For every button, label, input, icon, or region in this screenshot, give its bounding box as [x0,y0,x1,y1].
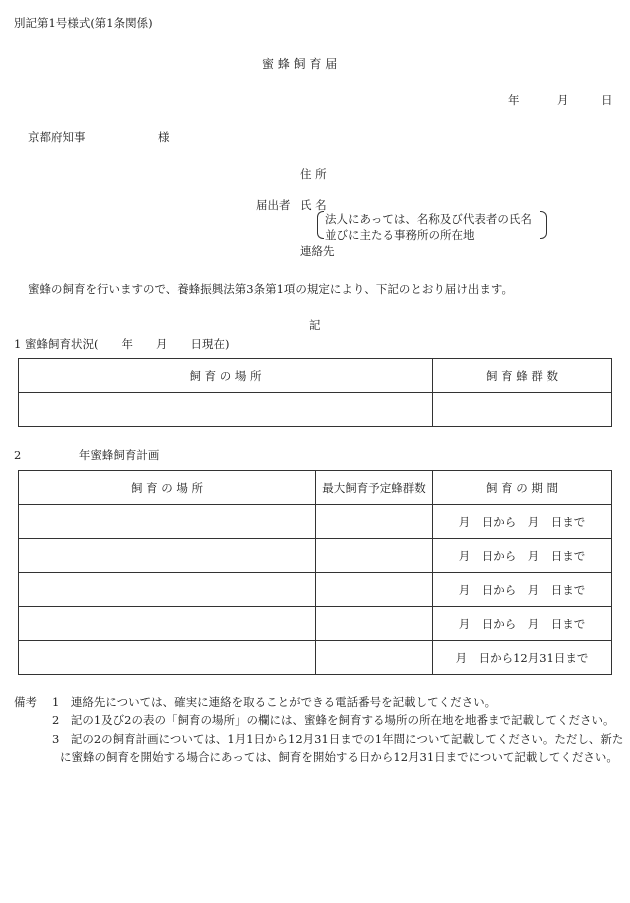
s2-cell-max[interactable] [316,539,433,573]
s1-header-count-text: 飼 育 蜂 群 数 [485,368,559,383]
s2-period-text: 月 日から 月 日まで [458,548,586,563]
section2-heading: 2 年蜜蜂飼育計画 [14,448,160,462]
s2-cell-max[interactable] [316,573,433,607]
s2-header-max [316,471,433,505]
corp-note-line-2: 並びに主たる事務所の所在地 [325,228,475,242]
date-year: 年 [508,93,520,107]
s1-header-place-text: 飼 育 の 場 所 [189,368,262,383]
form-id: 別記第1号様式(第1条関係) [14,16,153,30]
ki-label: 記 [309,318,321,332]
s2-cell-place[interactable] [19,573,316,607]
note-item-1: 1 連絡先については、確実に連絡を取ることができる電話番号を記載してください。 [52,695,497,709]
s2-period-text: 月 日から 月 日まで [458,514,586,529]
right-bracket [540,211,547,239]
corp-note-line-1: 法人にあっては、名称及び代表者の氏名 [325,212,532,226]
s2-period-text: 月 日から 月 日まで [458,616,586,631]
page-title: 蜜 蜂 飼 育 届 [262,57,338,71]
s2-header-period [433,471,612,505]
s2-header-max-text: 最大飼育予定蜂群数 [322,480,426,495]
s1-header-place [19,359,433,393]
s2-header-place [19,471,316,505]
note-item-2: 2 記の1及び2の表の「飼育の場所」の欄には、蜜蜂を飼育する場所の所在地を地番まで記載してください。 [52,713,615,727]
s2-cell-max[interactable] [316,607,433,641]
s2-period-text: 月 日から12月31日まで [455,650,589,665]
applicant-address-label: 住 所 [300,167,327,181]
addressee-honorific: 様 [158,130,170,144]
s1-cell-count[interactable] [433,393,612,427]
s2-period-text: 月 日から 月 日まで [458,582,586,597]
s2-cell-period [433,573,612,607]
s2-cell-period [433,539,612,573]
note-item-3: 3 記の2の飼育計画については、1月1日から12月31日までの1年間について記載してください。ただし、新た [52,732,624,746]
statement-text: 蜜蜂の飼育を行いますので、養蜂振興法第3条第1項の規定により、下記のとおり届け出ます。 [28,282,513,296]
s2-cell-place[interactable] [19,607,316,641]
s1-header-count [433,359,612,393]
s2-cell-place[interactable] [19,641,316,675]
s2-cell-place[interactable] [19,539,316,573]
s1-cell-place[interactable] [19,393,433,427]
s2-cell-period [433,641,612,675]
s2-header-period-text: 飼 育 の 期 間 [485,480,559,495]
section1-heading: 1 蜜蜂飼育状況( 年 月 日現在) [14,337,230,351]
left-bracket [317,211,324,239]
s2-cell-period [433,607,612,641]
date-month: 月 [557,93,569,107]
s2-cell-max[interactable] [316,505,433,539]
note-item-3-cont: に蜜蜂の飼育を開始する場合にあっては、飼育を開始する日から12月31日までについて記載してください。 [60,750,618,764]
applicant-contact-label: 連絡先 [300,244,335,258]
applicant-name-label: 氏 名 [300,198,327,212]
section2-table [18,470,612,675]
notes-label: 備考 [14,695,37,709]
applicant-label: 届出者 [256,198,291,212]
section1-table [18,358,612,427]
s2-cell-max[interactable] [316,641,433,675]
s2-header-place-text: 飼 育 の 場 所 [130,480,204,495]
date-day: 日 [601,93,613,107]
addressee-name: 京都府知事 [28,130,86,144]
s2-cell-period [433,505,612,539]
s2-cell-place[interactable] [19,505,316,539]
